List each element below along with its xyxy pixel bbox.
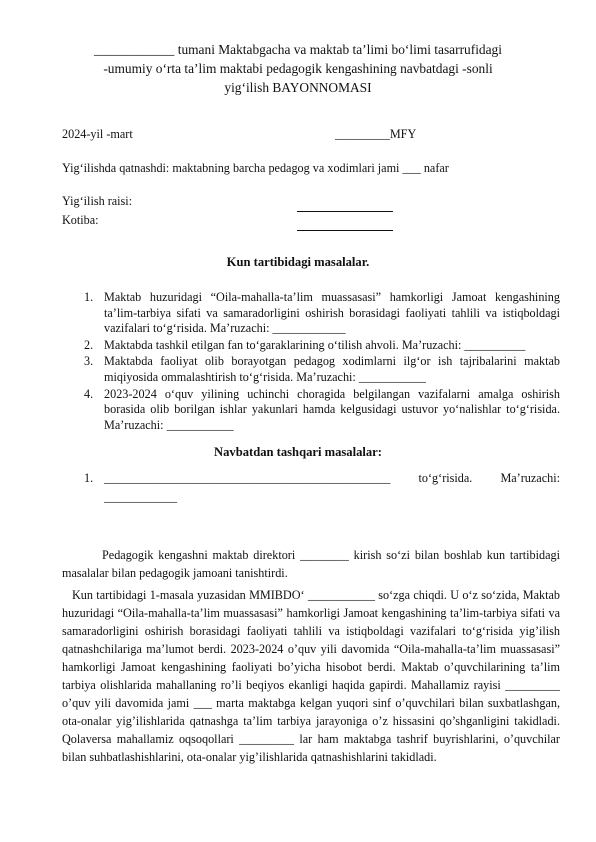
mfy-field xyxy=(335,127,416,142)
agenda-item xyxy=(62,387,560,434)
minutes-paragraph-1: Pedagogik kengashni maktab direktori ________ kirish so‘zi bilan boshlab kun tartibidagi masalalar bilan pedagogik jamoani tanishtirdi. xyxy=(62,548,560,580)
agenda-item-number: 2. xyxy=(84,337,94,352)
agenda-item xyxy=(62,290,560,337)
extra-agenda-item-text: _______________________________________________ to‘g‘risida. Ma’ruzachi: ____________ xyxy=(104,471,560,504)
agenda-item-number: 3. xyxy=(84,354,94,369)
chair-signature-line xyxy=(297,201,393,216)
header-line-1 xyxy=(40,40,556,59)
agenda-item-text: 2023-2024 o‘quv yilining uchinchi choragida belgilangan vazifalarni amalga oshirish borasida olib borilgan ishlar yakunlari hamda kelgusidagi ustuvor yo‘nalishlar to‘g‘risida. Ma’ruzachi: ___________ xyxy=(104,386,560,432)
extra-agenda-title: Navbatdan tashqari masalalar: xyxy=(214,445,382,459)
extra-agenda-list xyxy=(62,469,560,508)
extra-agenda-item xyxy=(62,469,560,507)
header-line-2: -umumiy o‘rta ta’lim maktabi pedagogik kengashining navbatdagi -sonli xyxy=(103,61,493,76)
mfy-blank: _________ xyxy=(335,127,390,141)
secretary-label: Kotiba: xyxy=(62,213,99,227)
agenda-item xyxy=(62,338,560,354)
extra-agenda-item-number: 1. xyxy=(84,471,94,485)
document-title: yig‘ilish BAYONNOMASI xyxy=(224,80,372,95)
agenda-item-text: Maktabda tashkil etilgan fan to‘garaklarining o‘tilish ahvoli. Ma’ruzachi: __________ xyxy=(104,337,526,352)
agenda-item-text: Maktab huzuridagi “Oila-mahalla-ta’lim muassasasi” hamkorligi Jamoat kengashining ta’lim-tarbiya sifati va samaradorligini oshirish borasidagi faoliyati tahlili va istiqboldagi vazifalari to‘g‘risida. Ma’ruzachi: ____________ xyxy=(104,290,560,336)
meeting-date: 2024-yil -mart xyxy=(62,127,133,141)
agenda-item-text: Maktabda faoliyat olib borayotgan pedagog xodimlarni ilg‘or ish tajribalarini maktab miqiyosida ommalashtirish to‘g‘risida. Ma’ruzachi: ___________ xyxy=(104,354,560,384)
mfy-label: MFY xyxy=(389,127,417,141)
agenda-item-number: 4. xyxy=(84,386,94,401)
agenda-list xyxy=(62,290,560,434)
agenda-item-number: 1. xyxy=(84,290,94,304)
district-blank: ____________ xyxy=(94,42,175,57)
document-header xyxy=(40,40,556,97)
minutes-paragraph-2: Kun tartibidagi 1-masala yuzasidan MMIBDO‘ ___________ so‘zga chiqdi. U o‘z so‘zida, Maktab huzuridagi “Oila-mahalla-ta’lim muassasasi” hamkorligi Jamoat kengashining ta’lim-tarbiya sifati va samaradorligini oshirish borasidagi faoliyati tahlili va istiqboldagi vazifalari to‘g‘risida yig’ilish qatnashchilariga ma’lumot berdi. 2023-2024 o’quv yili davomida “Oila-mahalla-ta’lim muassasasi” hamkorligi Jamoat kengashining faoliyati bo’yicha hisobot berdi. Maktab o’quvchilarining ta’lim tarbiya olishlarida mahallaning ro’li beqiyos ekanligi haqida gapirdi. Mahallamiz rayisi _________ o’quv yili davomida jami ___ marta maktabga kelgan yuqori sinf o’quvchilari bilan suxbatlashgan, ota-onalar yig’ilishlarida qatnashga ta’lim tarbiya jarayoniga o’z hissasini qo’shganligini takidladi. Qolaversa mahallamiz oqsoqollari _________ lar ham maktabga tashrif buyrishlarini, o’quvchilar bilan suhbatlashishlarini, ota-onalar yig’ilishlarida qatnashishlarini takidladi. xyxy=(62,588,560,764)
header-line-1-text: tumani Maktabgacha va maktab ta’limi bo‘limi tasarrufidagi xyxy=(174,42,502,57)
chair-label: Yig‘ilish raisi: xyxy=(62,194,133,208)
agenda-title: Kun tartibidagi masalalar. xyxy=(226,255,370,269)
secretary-signature-line xyxy=(297,220,393,235)
agenda-item xyxy=(62,354,560,385)
attendees-line: Yig‘ilishda qatnashdi: maktabning barcha pedagog va xodimlari jami ___ nafar xyxy=(62,161,449,175)
